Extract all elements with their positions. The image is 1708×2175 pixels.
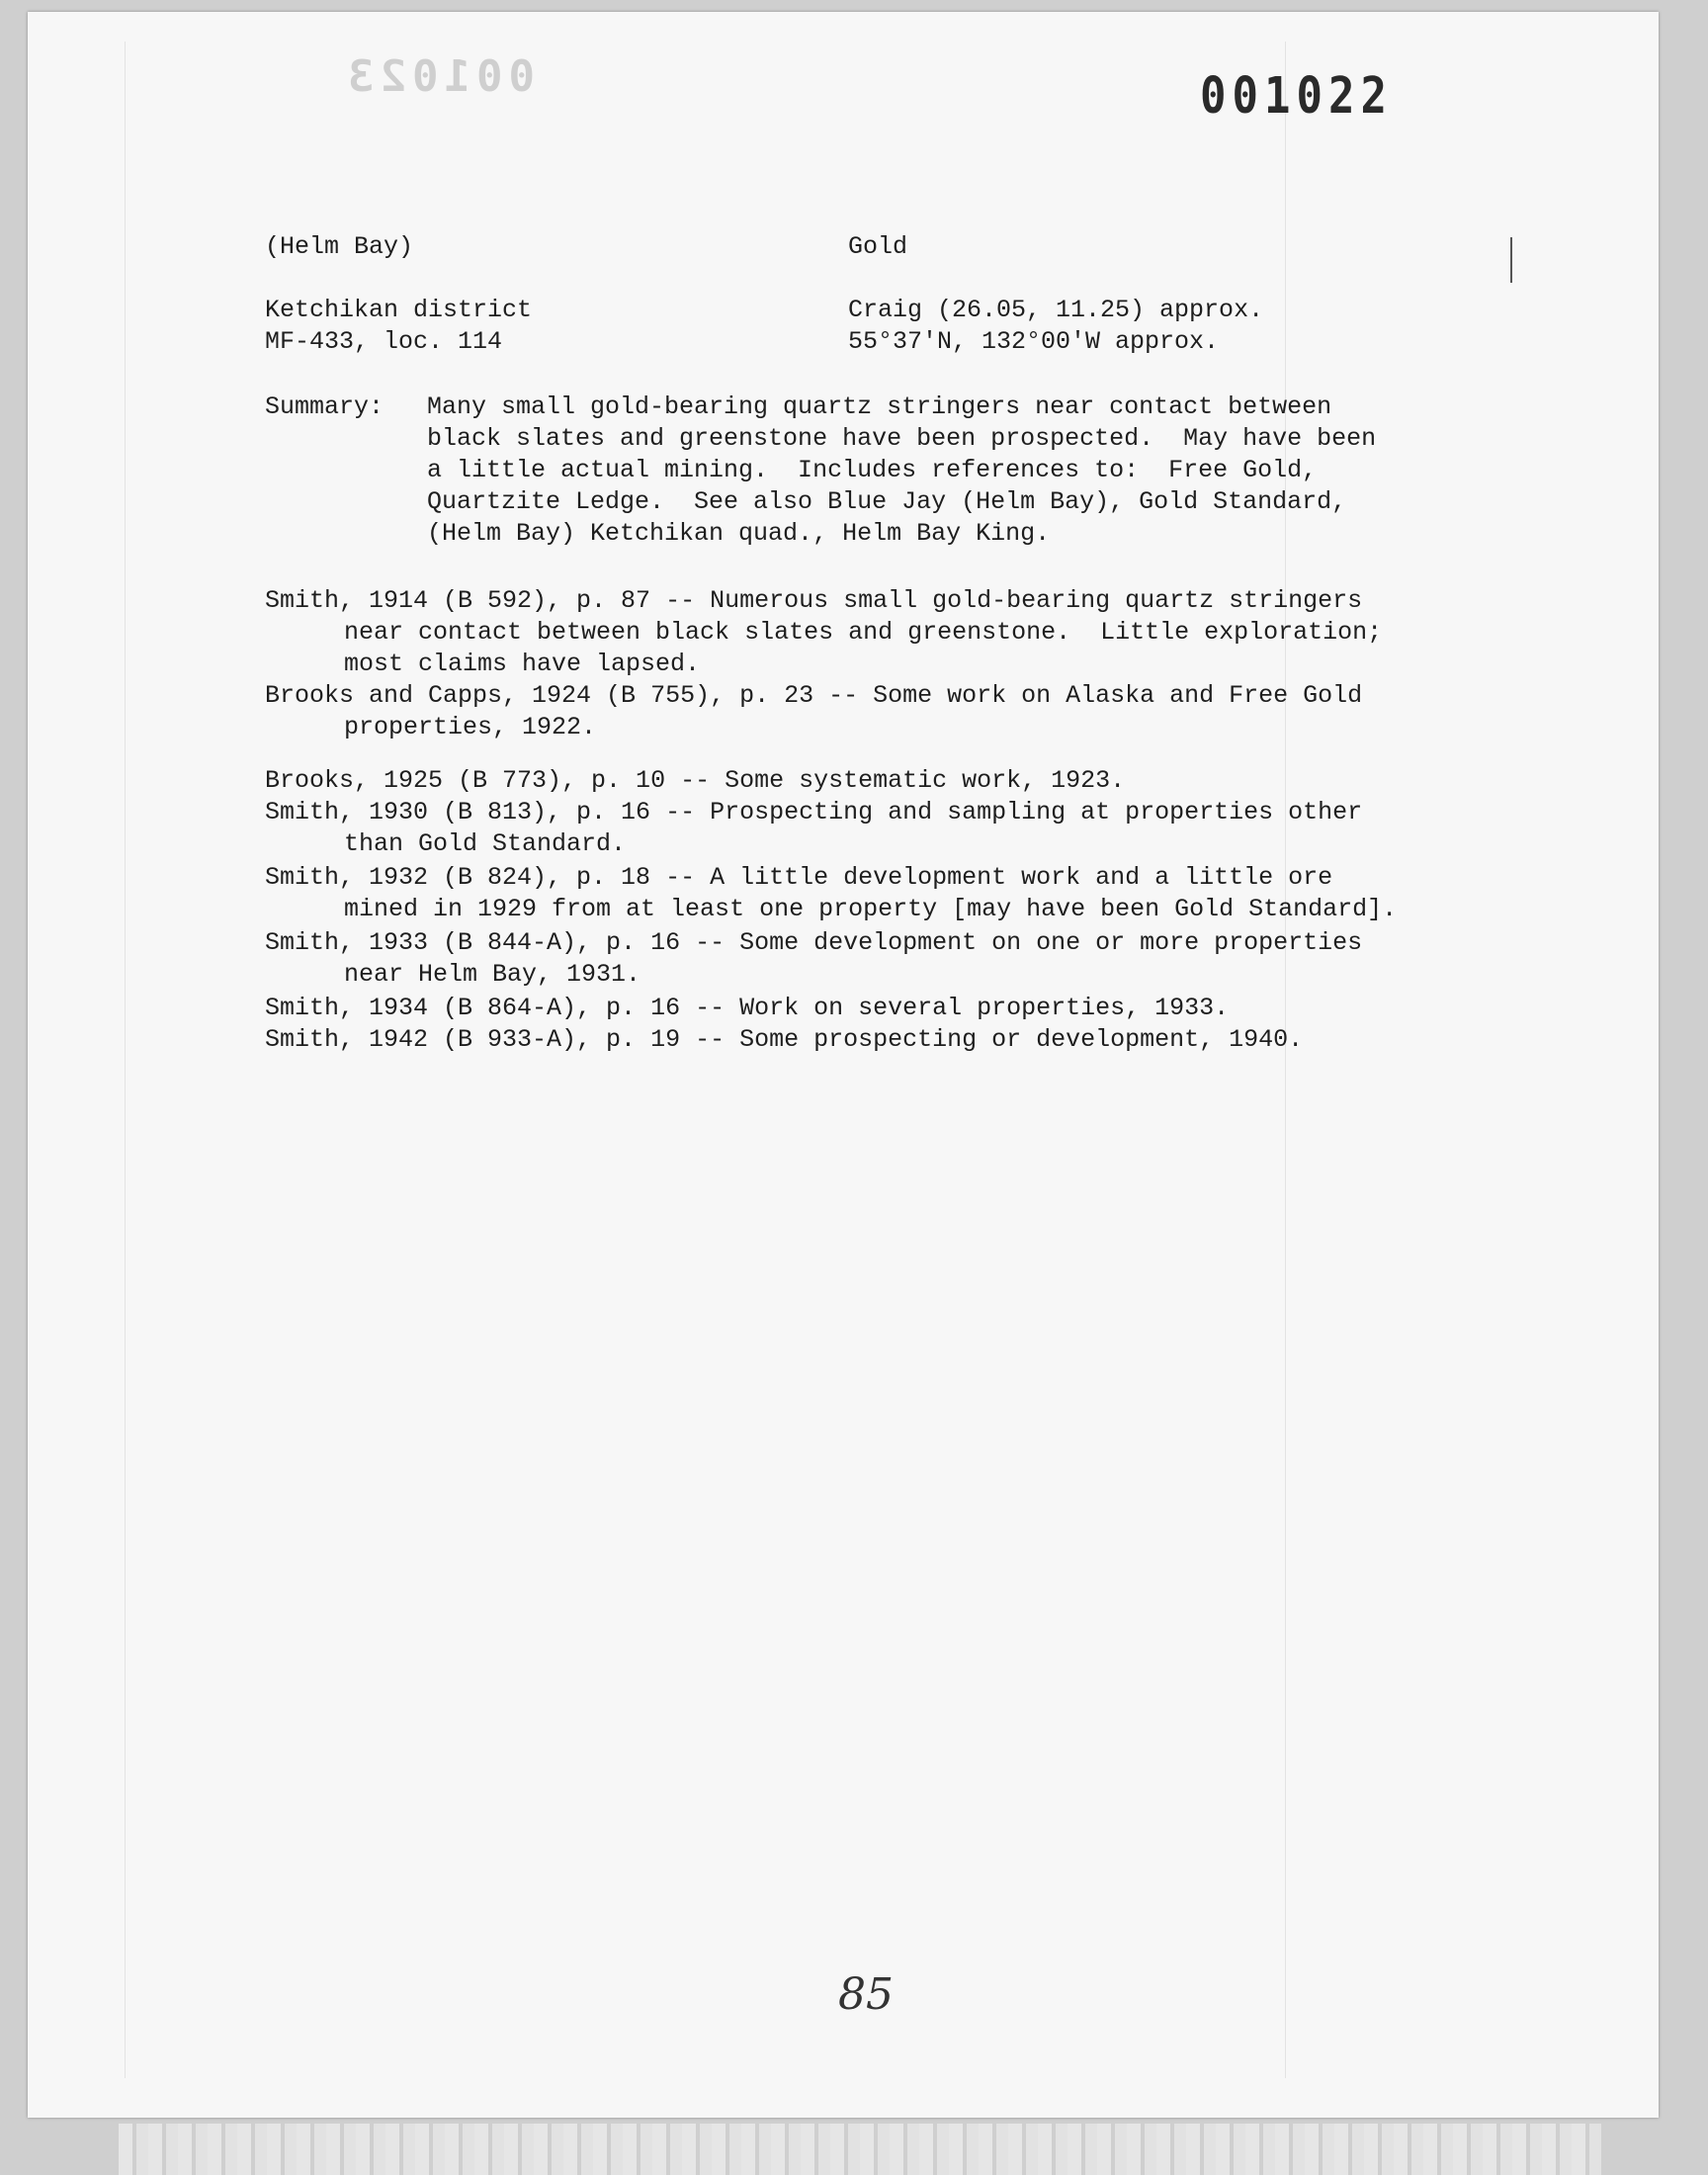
reference-line: Brooks, 1925 (B 773), p. 10 -- Some systematic work, 1923. [265, 766, 1126, 795]
summary-line: black slates and greenstone have been prospected. May have been [427, 424, 1377, 453]
reference-line: Smith, 1934 (B 864-A), p. 16 -- Work on several properties, 1933. [265, 994, 1230, 1022]
map-reference: MF-433, loc. 114 [265, 327, 503, 356]
reference-continuation: most claims have lapsed. [344, 650, 701, 678]
reference-line: Brooks and Capps, 1924 (B 755), p. 23 -- Some work on Alaska and Free Gold [265, 681, 1363, 710]
mirrored-stamp-number: 001023 [342, 51, 535, 102]
summary-line: a little actual mining. Includes references to: Free Gold, [427, 456, 1318, 484]
reference-line: Smith, 1942 (B 933-A), p. 19 -- Some prospecting or development, 1940. [265, 1025, 1304, 1054]
summary-line: Many small gold-bearing quartz stringers near contact between [427, 392, 1332, 421]
reference-line: Smith, 1933 (B 844-A), p. 16 -- Some development on one or more properties [265, 928, 1363, 957]
scan-line [125, 42, 126, 2078]
quadrangle: Craig (26.05, 11.25) approx. [848, 296, 1264, 324]
reference-continuation: near contact between black slates and greenstone. Little exploration; [344, 618, 1383, 647]
district: Ketchikan district [265, 296, 533, 324]
summary-line: Quartzite Ledge. See also Blue Jay (Helm Bay), Gold Standard, [427, 487, 1347, 516]
summary-label: Summary: [265, 392, 384, 421]
document-page [28, 12, 1659, 2118]
scan-line [1285, 42, 1286, 2078]
scan-artifact-bars [119, 2124, 1601, 2175]
reference-continuation: near Helm Bay, 1931. [344, 960, 641, 989]
reference-continuation: mined in 1929 from at least one property [may have been Gold Standard]. [344, 895, 1398, 923]
reference-continuation: properties, 1922. [344, 713, 597, 741]
reference-line: Smith, 1914 (B 592), p. 87 -- Numerous small gold-bearing quartz stringers [265, 586, 1363, 615]
summary-line: (Helm Bay) Ketchikan quad., Helm Bay King. [427, 519, 1051, 548]
mine-name: (Helm Bay) [265, 232, 414, 261]
commodity: Gold [848, 232, 908, 261]
reference-line: Smith, 1932 (B 824), p. 18 -- A little development work and a little ore [265, 863, 1333, 892]
reference-continuation: than Gold Standard. [344, 829, 627, 858]
margin-mark [1510, 237, 1512, 283]
coordinates: 55°37'N, 132°00'W approx. [848, 327, 1220, 356]
stamp-number: 001022 [1200, 67, 1393, 126]
handwritten-page-number: 85 [838, 1969, 894, 2020]
reference-line: Smith, 1930 (B 813), p. 16 -- Prospecting and sampling at properties other [265, 798, 1363, 826]
